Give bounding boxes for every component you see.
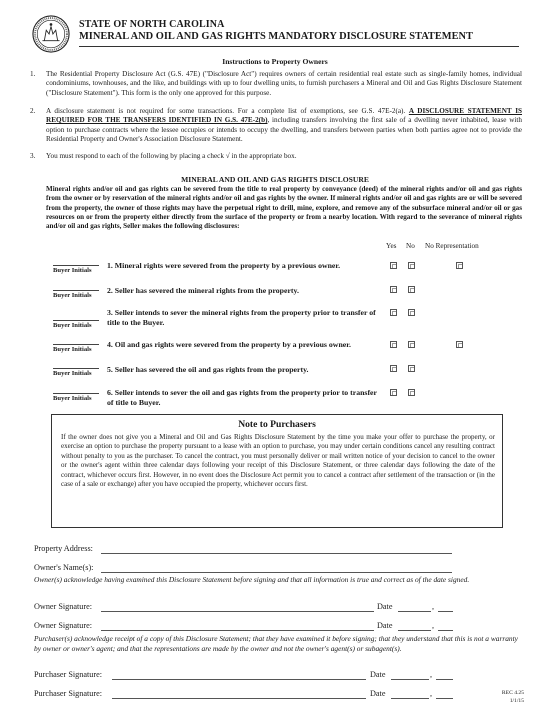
owners-names-line[interactable] xyxy=(101,572,452,573)
owner-signature-line-2[interactable] xyxy=(101,630,374,631)
date-year-line[interactable] xyxy=(438,630,453,631)
date-label: Date xyxy=(370,670,386,679)
no-representation-checkbox[interactable] xyxy=(456,262,463,269)
date-year-line[interactable] xyxy=(436,698,453,699)
date-label: Date xyxy=(370,689,386,698)
instruction-text: You must respond to each of the following by placing a check √ in the appropriate box. xyxy=(46,152,297,160)
yes-checkbox[interactable] xyxy=(390,365,397,372)
question-text: 3. Seller intends to sever the mineral rights from the property prior to transfer of title to the Buyer. xyxy=(107,308,376,327)
buyer-initials-label: Buyer Initials xyxy=(53,346,92,353)
no-representation-checkbox[interactable] xyxy=(456,341,463,348)
yes-checkbox[interactable] xyxy=(390,341,397,348)
note-to-purchasers-box xyxy=(51,414,503,528)
instruction-item-3 xyxy=(30,152,522,162)
purchaser-acknowledgement: Purchaser(s) acknowledge receipt of a copy of this Disclosure Statement; that they have examined it before signing; that they understand that this is not a warranty by owner or owner's agent; and that the representations are made by the owner and not the owner's agent(s) or subagent(s). xyxy=(34,634,518,653)
owners-names-label: Owner's Name(s): xyxy=(34,563,94,572)
property-address-line[interactable] xyxy=(101,553,452,554)
instruction-text-pre: A disclosure statement is not required for some transactions. For a complete list of exemptions, see G.S. 47E-2(a). xyxy=(46,107,409,115)
disclosure-section-title: MINERAL AND OIL AND GAS RIGHTS DISCLOSURE xyxy=(181,175,369,184)
note-body: If the owner does not give you a Mineral and Oil and Gas Rights Disclosure Statement by the time you make your offer to purchase the property, or exercise an option to purchase the property pursuant to a lease with an option to purchase, you may under certain conditions cancel any resulting contract without penalty to you as the purchaser. To cancel the contract, you must personally deliver or mail written notice of your decision to cancel to the owner or the owner's agent within three calendar days following your receipt of this Disclosure Statement, or three calendar days following the date of the contract, whichever occurs first. However, in no event does the Disclosure Act permit you to cancel a contract after settlement of the transaction or (in the case of a sale or exchange) after you have occupied the property, whichever occurs first. xyxy=(61,433,495,489)
no-checkbox[interactable] xyxy=(408,286,415,293)
instruction-text-emphasis: A DISCLOSURE STATEMENT IS REQUIRED FOR THE TRANSFERS IDENTIFIED IN G.S. 47E-2(b) xyxy=(46,107,522,125)
date-separator: , xyxy=(432,621,435,630)
question-row-1 xyxy=(0,258,550,286)
yes-checkbox[interactable] xyxy=(390,389,397,396)
date-month-day-line[interactable] xyxy=(391,679,429,680)
no-checkbox[interactable] xyxy=(408,365,415,372)
buyer-initials-line[interactable] xyxy=(53,344,99,345)
owner-signature-label-2: Owner Signature: xyxy=(34,621,92,630)
question-text: 4. Oil and gas rights were severed from the property by a previous owner. xyxy=(107,340,351,349)
no-checkbox[interactable] xyxy=(408,341,415,348)
owner-signature-line-1[interactable] xyxy=(101,611,374,612)
no-checkbox[interactable] xyxy=(408,262,415,269)
property-address-label: Property Address: xyxy=(34,544,93,553)
date-separator: , xyxy=(432,602,435,611)
date-month-day-line[interactable] xyxy=(398,630,431,631)
question-row-3 xyxy=(0,306,550,334)
owner-signature-label-1: Owner Signature: xyxy=(34,602,92,611)
owner-acknowledgement: Owner(s) acknowledge having examined this Disclosure Statement before signing and that all information is true and correct as of the date signed. xyxy=(34,575,470,584)
yes-checkbox[interactable] xyxy=(390,309,397,316)
date-month-day-line[interactable] xyxy=(398,611,431,612)
form-title: MINERAL AND OIL AND GAS RIGHTS MANDATORY DISCLOSURE STATEMENT xyxy=(79,31,473,42)
instruction-number: 2. xyxy=(30,107,36,115)
date-label: Date xyxy=(377,621,393,630)
purchaser-signature-line-2[interactable] xyxy=(112,698,366,699)
buyer-initials-line[interactable] xyxy=(53,393,99,394)
purchaser-signature-line-1[interactable] xyxy=(112,679,366,680)
date-label: Date xyxy=(377,602,393,611)
date-separator: , xyxy=(430,670,433,679)
buyer-initials-line[interactable] xyxy=(53,320,99,321)
buyer-initials-label: Buyer Initials xyxy=(53,267,92,274)
date-separator: , xyxy=(430,689,433,698)
buyer-initials-label: Buyer Initials xyxy=(53,322,92,329)
buyer-initials-label: Buyer Initials xyxy=(53,395,92,402)
form-revision-date: 1/1/15 xyxy=(509,698,524,704)
buyer-initials-line[interactable] xyxy=(53,290,99,291)
instruction-number: 3. xyxy=(30,152,36,160)
question-text: 5. Seller has severed the oil and gas rights from the property. xyxy=(107,365,309,374)
question-text: 6. Seller intends to sever the oil and gas rights from the property prior to transfer of title to Buyer. xyxy=(107,388,377,407)
question-text: 1. Mineral rights were severed from the property by a previous owner. xyxy=(107,261,341,270)
buyer-initials-line[interactable] xyxy=(53,368,99,369)
form-code: REC 4.25 xyxy=(501,690,524,696)
question-row-6 xyxy=(0,386,550,414)
disclosure-section-body: Mineral rights and/or oil and gas rights can be severed from the title to real property by conveyance (deed) of the mineral rights and/or oil and gas rights from the owner or by reservation of the mineral rights and/or oil and gas rights by the owner. If mineral rights and/or oil and gas rights are or will be severed from the property, the owner of those rights may have the perpetual right to drill, mine, explore, and remove any of the subsurface mineral and/or oil or gas resources on or from the property either directly from the surface of the property or from a nearby location. With regard to the severance of mineral rights and/or oil and gas rights, Seller makes the following disclosures: xyxy=(46,185,522,231)
instruction-text-post: , including transfers involving the first sale of a dwelling never inhabited, lease with option to purchase contracts where the lessee occupies or intends to occupy the dwelling, and transfers between parties when both parties agree not to provide the Residential Property and Owner's Association Disclosure Statement. xyxy=(46,116,522,144)
column-no: No xyxy=(406,242,415,250)
date-year-line[interactable] xyxy=(436,679,453,680)
nc-state-seal-icon xyxy=(32,15,70,53)
instructions-title: Instructions to Property Owners xyxy=(222,57,328,66)
date-year-line[interactable] xyxy=(438,611,453,612)
instruction-text xyxy=(46,107,522,145)
instruction-text: The Residential Property Disclosure Act (G.S. 47E) ("Disclosure Act") requires owners of certain residential real estate such as single-family homes, individual condominiums, townhouses, and the like, and buildings with up to four dwelling units, to furnish purchasers a Mineral and Oil and Gas Rights Disclosure Statement ("Disclosure Statement"). This form is the only one approved for this purpose. xyxy=(46,70,522,97)
yes-checkbox[interactable] xyxy=(390,262,397,269)
note-title: Note to Purchasers xyxy=(238,419,316,430)
column-yes: Yes xyxy=(386,242,397,250)
question-text: 2. Seller has severed the mineral rights from the property. xyxy=(107,286,299,295)
header-divider xyxy=(79,46,519,47)
instruction-number: 1. xyxy=(30,70,36,78)
purchaser-signature-label-1: Purchaser Signature: xyxy=(34,670,102,679)
buyer-initials-label: Buyer Initials xyxy=(53,370,92,377)
yes-checkbox[interactable] xyxy=(390,286,397,293)
no-checkbox[interactable] xyxy=(408,309,415,316)
state-name: STATE OF NORTH CAROLINA xyxy=(79,19,225,30)
buyer-initials-label: Buyer Initials xyxy=(53,292,92,299)
date-month-day-line[interactable] xyxy=(391,698,429,699)
no-checkbox[interactable] xyxy=(408,389,415,396)
purchaser-signature-label-2: Purchaser Signature: xyxy=(34,689,102,698)
buyer-initials-line[interactable] xyxy=(53,265,99,266)
instruction-item-2 xyxy=(30,107,522,145)
instruction-item-1 xyxy=(30,70,522,100)
column-no-representation: No Representation xyxy=(425,242,479,250)
